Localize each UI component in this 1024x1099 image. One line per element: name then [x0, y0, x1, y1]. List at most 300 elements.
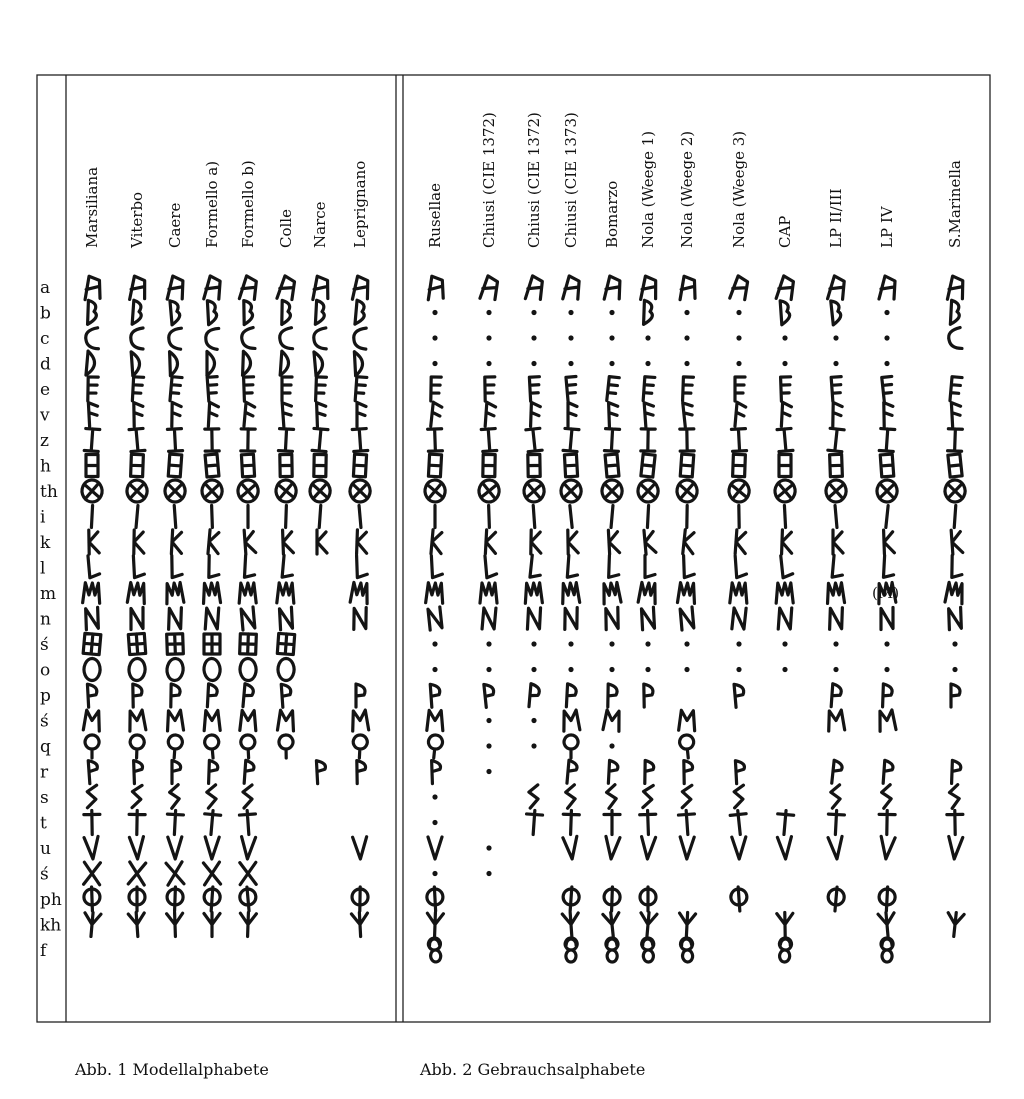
glyph-f1-r21-c4: [239, 810, 257, 835]
glyph-f1-r7-c3: [205, 454, 219, 477]
glyph-f2-r12-c7: [730, 583, 747, 603]
glyph-f1-r18-c2: [167, 735, 183, 759]
glyph-f1-r20-c4: [243, 785, 252, 808]
glyph-f2-r11-c10: [883, 555, 894, 577]
glyph-f1-r11-c0: [88, 555, 100, 578]
glyph-f1-r4-c3: [207, 377, 219, 402]
dot-f2-r2-c0: [432, 335, 437, 340]
glyph-f2-r17-c4: [603, 710, 621, 732]
glyph-f1-r25-c0: [83, 912, 101, 937]
glyph-f2-r8-c6: [676, 479, 697, 502]
glyph-f2-r10-c9: [833, 530, 843, 554]
glyph-f1-r1-c0: [88, 300, 97, 324]
glyph-f2-r4-c11: [950, 377, 962, 402]
dot-f2-r2-c10: [884, 335, 889, 340]
glyph-f1-r9-c1: [136, 506, 138, 528]
glyph-f1-r8-c1: [127, 480, 148, 503]
dot-f2-r1-c2: [531, 310, 536, 315]
glyph-f1-r7-c0: [86, 455, 98, 477]
dot-f2-r17-c1: [486, 718, 491, 723]
glyph-f2-r5-c5: [644, 402, 655, 427]
glyph-f2-r21-c2: [525, 810, 543, 835]
column-header-figure_1-2: Caere: [166, 202, 184, 248]
glyph-f2-r19-c6: [684, 760, 693, 783]
glyph-f2-r21-c6: [678, 810, 696, 835]
glyph-f1-r0-c6: [311, 275, 329, 299]
glyph-f1-r5-c2: [172, 402, 181, 426]
glyph-f2-r7-c5: [641, 454, 655, 477]
glyph-f2-r25-c3: [562, 912, 580, 937]
glyph-f2-r24-c10: [878, 887, 895, 912]
glyph-f1-r14-c2: [167, 634, 184, 655]
glyph-f2-r7-c4: [605, 454, 619, 477]
row-label-8: th: [40, 482, 58, 502]
glyph-f1-r2-c1: [131, 328, 143, 349]
glyph-f2-r10-c0: [431, 530, 443, 555]
glyph-f2-r13-c8: [778, 607, 792, 630]
glyph-f2-r20-c11: [949, 785, 960, 809]
glyph-f2-r7-c1: [483, 454, 495, 476]
glyph-f2-r7-c3: [564, 454, 577, 477]
glyph-f1-r6-c7: [352, 429, 368, 452]
glyph-f2-r19-c9: [832, 760, 843, 784]
dot-f2-r3-c7: [736, 361, 741, 366]
glyph-f2-r0-c1: [480, 275, 498, 299]
dot-f2-r2-c1: [486, 335, 491, 340]
glyph-f2-r5-c10: [884, 402, 893, 426]
figure-1-caption: Abb. 1 Modellalphabete: [75, 1060, 269, 1079]
glyph-f1-r12-c4: [239, 583, 256, 603]
glyph-f2-r16-c1: [484, 684, 495, 708]
glyph-f2-r19-c11: [952, 760, 961, 783]
glyph-f1-r23-c4: [240, 862, 256, 884]
glyph-f1-r5-c3: [208, 402, 218, 426]
dot-f2-r19-c1: [486, 769, 491, 774]
dot-f2-r15-c4: [609, 667, 614, 672]
glyph-f2-r4-c1: [485, 377, 495, 401]
glyph-f2-r22-c6: [680, 837, 694, 859]
dot-f2-r3-c2: [531, 361, 536, 366]
glyph-f1-r2-c5: [279, 328, 292, 350]
glyph-f1-r0-c0: [83, 275, 101, 299]
glyph-f1-r10-c6: [317, 530, 327, 554]
glyph-f2-r6-c11: [948, 429, 963, 451]
column-header-figure_2-6: Nola (Weege 2): [678, 130, 696, 248]
row-label-9: i: [40, 507, 46, 528]
row-label-19: r: [40, 762, 49, 783]
dot-f2-r3-c0: [432, 361, 437, 366]
glyph-f2-r18-c6: [679, 734, 695, 758]
dot-f2-r15-c5: [645, 667, 650, 672]
glyph-f2-r8-c8: [774, 479, 796, 503]
dot-f2-r2-c5: [645, 335, 650, 340]
dot-f2-r2-c3: [568, 335, 573, 340]
glyph-f1-r2-c6: [314, 328, 327, 349]
column-header-figure_2-3: Chiusi (CIE 1373): [562, 112, 580, 248]
glyph-f2-r26-c3: [565, 938, 577, 962]
glyph-f1-r4-c7: [355, 377, 367, 402]
dot-f2-r15-c10: [884, 667, 889, 672]
glyph-f2-r24-c4: [604, 887, 621, 912]
glyph-f1-r15-c4: [240, 658, 257, 681]
column-header-figure_2-7: Nola (Weege 3): [730, 130, 748, 248]
column-header-figure_2-2: Chiusi (CIE 1372): [525, 112, 543, 248]
glyph-f2-r16-c3: [566, 684, 576, 707]
glyph-f2-r25-c6: [678, 912, 695, 937]
glyph-f2-r0-c11: [947, 276, 964, 300]
glyph-f1-r12-c1: [127, 582, 145, 603]
glyph-f2-r6-c7: [731, 429, 746, 452]
glyph-f1-r14-c0: [83, 633, 101, 654]
glyph-f1-r3-c2: [170, 351, 178, 375]
glyph-f2-r4-c0: [431, 377, 441, 401]
glyph-f1-r25-c1: [128, 912, 146, 937]
glyph-f1-r18-c1: [130, 735, 145, 758]
glyph-f1-r21-c3: [203, 810, 221, 835]
row-label-26: f: [40, 941, 47, 961]
row-label-21: t: [40, 813, 47, 834]
glyph-f2-r11-c0: [431, 555, 442, 577]
dot-f2-r20-c0: [432, 794, 437, 799]
glyph-f2-r4-c10: [882, 376, 894, 401]
glyph-f1-r19-c7: [357, 760, 366, 783]
column-header-figure_1-5: Colle: [277, 209, 295, 248]
glyph-f2-r13-c9: [830, 607, 843, 629]
glyph-f1-r2-c7: [354, 328, 367, 349]
glyph-f2-r5-c0: [431, 402, 442, 427]
glyph-f2-r11-c5: [645, 556, 655, 578]
glyph-f1-r15-c2: [166, 658, 184, 681]
glyph-f1-r6-c3: [205, 429, 219, 451]
glyph-f2-r7-c10: [880, 454, 894, 477]
glyph-f2-r20-c7: [734, 785, 744, 808]
glyph-f1-r11-c2: [172, 555, 182, 577]
glyph-f2-r17-c0: [427, 710, 443, 730]
glyph-f1-r6-c5: [278, 429, 293, 452]
column-header-figure_2-8: CAP: [776, 215, 794, 248]
glyph-f1-r10-c1: [134, 530, 144, 554]
glyph-f2-r22-c10: [879, 836, 895, 859]
dot-f2-r23-c0: [432, 871, 437, 876]
dot-f2-r23-c1: [486, 871, 491, 876]
row-label-22: u: [40, 839, 51, 859]
glyph-f1-r3-c7: [354, 351, 363, 375]
glyph-f1-r0-c5: [277, 275, 295, 299]
glyph-f1-r0-c2: [167, 276, 183, 299]
glyph-f2-r6-c10: [879, 429, 895, 452]
glyph-f1-r12-c5: [277, 583, 294, 603]
glyph-f2-r21-c7: [730, 810, 748, 836]
glyph-f2-r4-c6: [683, 377, 694, 401]
glyph-f1-r5-c4: [244, 402, 255, 427]
glyph-f2-r8-c9: [825, 479, 846, 502]
glyph-f2-r8-c3: [561, 480, 582, 503]
glyph-f2-r20-c9: [831, 785, 841, 808]
glyph-f2-r19-c3: [567, 760, 578, 784]
dot-f2-r3-c4: [609, 361, 614, 366]
glyph-f2-r8-c7: [728, 479, 750, 503]
glyph-f1-r10-c2: [171, 530, 182, 554]
dot-f2-r14-c4: [609, 641, 614, 646]
glyph-f1-r13-c2: [169, 607, 182, 629]
glyph-f2-r10-c11: [951, 530, 963, 555]
glyph-f2-r8-c5: [638, 480, 659, 503]
glyph-f1-r19-c2: [172, 761, 181, 784]
dot-f2-r1-c4: [609, 310, 614, 315]
glyph-f2-r26-c0: [428, 937, 442, 962]
glyph-f1-r1-c4: [244, 300, 253, 324]
glyph-f1-r10-c4: [244, 530, 256, 555]
glyph-f1-r8-c7: [350, 480, 370, 502]
glyph-f1-r19-c0: [88, 760, 98, 784]
dot-f2-r3-c9: [833, 361, 838, 366]
dot-f2-r15-c11: [952, 667, 957, 672]
glyph-f2-r7-c7: [733, 454, 746, 476]
glyph-f1-r23-c2: [166, 862, 184, 885]
dot-f2-r2-c8: [782, 335, 787, 340]
glyph-f2-r7-c2: [528, 454, 540, 476]
glyph-f2-r22-c0: [428, 837, 442, 859]
row-label-18: q: [40, 737, 51, 757]
row-label-15: o: [40, 660, 51, 681]
glyph-f2-r17-c10: [878, 710, 896, 732]
dot-f2-r14-c6: [684, 641, 689, 646]
glyph-f1-r25-c2: [167, 912, 184, 937]
glyph-f1-r3-c5: [280, 351, 289, 375]
glyph-f1-r5-c1: [134, 402, 143, 426]
dot-f2-r1-c7: [736, 310, 741, 315]
column-header-figure_1-4: Formello b): [239, 160, 257, 248]
glyph-f2-r10-c6: [683, 530, 695, 555]
glyph-f1-r6-c1: [129, 428, 145, 451]
glyph-f1-r4-c5: [282, 377, 292, 401]
glyph-f1-r10-c0: [89, 530, 99, 554]
glyph-f2-r13-c3: [565, 607, 577, 629]
dot-f2-r22-c1: [486, 845, 491, 850]
glyph-f1-r17-c5: [277, 710, 294, 731]
row-label-24: ph: [40, 890, 62, 910]
glyph-f2-r0-c9: [828, 276, 845, 300]
column-header-figure_2-11: S.Marinella: [946, 160, 964, 248]
glyph-f2-r18-c0: [427, 734, 443, 758]
glyph-f2-r19-c0: [432, 760, 441, 783]
glyph-f2-r0-c8: [776, 275, 794, 299]
dot-f2-r14-c7: [736, 641, 741, 646]
glyph-f1-r14-c5: [277, 633, 294, 654]
glyph-f1-r6-c2: [167, 429, 182, 452]
glyph-f2-r5-c9: [833, 402, 842, 426]
glyph-f1-r2-c2: [168, 328, 181, 349]
glyph-f2-r4-c5: [643, 377, 655, 402]
glyph-f2-r21-c11: [947, 810, 963, 834]
row-label-2: c: [40, 329, 50, 349]
glyph-f2-r13-c4: [606, 607, 618, 629]
glyph-f2-r0-c0: [426, 275, 444, 300]
glyph-f2-r11-c6: [684, 555, 695, 577]
glyph-f1-r14-c3: [204, 634, 220, 654]
row-label-11: l: [40, 558, 46, 579]
glyph-f1-r12-c3: [202, 583, 220, 604]
row-label-0: a: [40, 278, 51, 298]
glyph-f2-r16-c9: [831, 684, 842, 708]
glyph-f1-r6-c0: [84, 429, 100, 452]
glyph-f1-r11-c7: [357, 555, 368, 577]
glyph-f2-r12-c1: [480, 583, 497, 603]
glyph-f1-r3-c4: [243, 351, 251, 375]
glyph-f2-r1-c9: [831, 300, 842, 325]
glyph-f1-r9-c0: [91, 506, 92, 528]
glyph-f1-r24-c1: [129, 887, 145, 911]
glyph-f2-r12-c3: [561, 582, 579, 603]
row-labels: [39, 278, 62, 961]
glyph-f2-r8-c11: [945, 480, 965, 502]
glyph-f1-r17-c1: [128, 710, 146, 731]
dot-f2-r2-c4: [609, 335, 614, 340]
dot-f2-r14-c9: [833, 641, 838, 646]
glyph-f1-r8-c5: [275, 479, 297, 503]
dot-f2-r15-c7: [736, 667, 741, 672]
glyph-f1-r4-c2: [170, 377, 182, 402]
glyph-f2-r12-c8: [776, 583, 793, 603]
glyph-f1-r3-c0: [86, 351, 96, 376]
glyph-f2-r20-c6: [681, 785, 692, 809]
dot-f2-r14-c3: [568, 641, 573, 646]
glyph-f2-r25-c5: [639, 912, 657, 937]
dot-f2-r2-c6: [684, 335, 689, 340]
glyph-f2-r1-c11: [950, 300, 960, 324]
dot-f2-r17-c2: [531, 718, 536, 723]
glyph-f1-r24-c3: [203, 886, 221, 911]
glyph-f2-r0-c7: [730, 275, 748, 300]
row-label-13: n: [40, 609, 51, 630]
glyph-f2-r20-c3: [565, 785, 575, 808]
glyph-f2-r22-c4: [604, 836, 620, 859]
glyph-f2-r4-c7: [735, 377, 745, 401]
glyph-f2-r24-c0: [426, 887, 443, 912]
glyph-f2-r24-c9: [827, 886, 845, 911]
glyph-f1-r22-c7: [353, 837, 368, 859]
glyph-f1-r20-c0: [86, 785, 96, 808]
glyph-f1-r8-c3: [202, 480, 223, 503]
dot-f2-r1-c10: [884, 310, 889, 315]
glyph-f1-r17-c7: [351, 710, 368, 731]
glyph-f1-r5-c6: [317, 402, 327, 426]
glyph-f1-r1-c5: [282, 300, 291, 324]
row-label-3: d: [40, 354, 51, 375]
glyph-f2-r11-c3: [567, 555, 579, 578]
glyph-f1-r19-c6: [316, 760, 326, 783]
column-header-figure_1-0: Marsiliana: [83, 166, 101, 248]
glyph-f2-r16-c11: [951, 684, 960, 707]
glyph-f2-r1-c8: [780, 300, 790, 325]
glyph-f1-r12-c7: [350, 582, 369, 603]
glyph-f2-r10-c8: [782, 530, 793, 554]
row-label-6: z: [40, 431, 49, 451]
glyph-f2-r16-c0: [430, 684, 441, 708]
glyph-f1-r25-c7: [351, 912, 368, 937]
glyph-f2-r26-c6: [680, 938, 694, 963]
dot-f2-r3-c5: [645, 361, 650, 366]
glyph-f2-r6-c6: [680, 429, 694, 451]
dot-f2-r1-c3: [568, 310, 573, 315]
glyph-f1-r7-c7: [353, 454, 366, 477]
dot-f2-r18-c1: [486, 743, 491, 748]
glyph-f1-r17-c0: [83, 710, 100, 731]
glyph-f2-r9-c4: [611, 506, 613, 528]
dot-f2-r14-c11: [952, 641, 957, 646]
glyph-f1-r9-c2: [174, 506, 176, 528]
glyph-f2-r25-c8: [777, 912, 793, 936]
glyph-f2-r20-c4: [606, 785, 617, 809]
glyph-f2-r18-c3: [564, 735, 578, 758]
dot-f2-r15-c3: [568, 667, 573, 672]
dot-f2-r3-c10: [884, 361, 889, 366]
dot-f2-r14-c10: [884, 641, 889, 646]
glyph-f1-r14-c4: [240, 634, 257, 655]
column-header-figure_2-1: Chiusi (CIE 1372): [480, 112, 498, 248]
glyph-f1-r16-c2: [171, 684, 180, 707]
glyph-f1-r7-c2: [168, 454, 182, 477]
column-header-figure_2-9: LP II/III: [827, 188, 845, 248]
glyph-f1-r11-c4: [244, 555, 255, 577]
glyph-f2-r5-c2: [531, 402, 541, 426]
glyph-f2-r22-c7: [732, 837, 746, 859]
glyph-f2-r5-c1: [485, 402, 496, 427]
glyph-f2-r13-c6: [680, 607, 694, 630]
glyph-f2-r9-c11: [954, 506, 956, 528]
glyph-f2-r26-c5: [641, 938, 654, 963]
row-label-1: b: [40, 303, 51, 324]
glyph-f1-r1-c1: [132, 300, 142, 325]
glyph-f2-r22-c3: [563, 836, 579, 859]
glyph-cells: [81, 275, 965, 962]
glyph-f2-r6-c3: [563, 428, 579, 451]
glyph-f2-r0-c4: [604, 276, 620, 299]
column-header-figure_1-1: Viterbo: [128, 191, 146, 248]
glyph-f2-r10-c4: [608, 530, 619, 554]
glyph-f2-r6-c5: [641, 429, 655, 451]
glyph-f2-r7-c0: [428, 454, 441, 477]
glyph-f1-r20-c2: [169, 785, 180, 809]
glyph-f2-r4-c3: [566, 377, 578, 402]
glyph-f2-r17-c9: [827, 710, 844, 731]
glyph-f1-r15-c0: [84, 658, 100, 680]
glyph-f1-r25-c4: [240, 912, 257, 937]
glyph-f1-r19-c1: [134, 760, 143, 783]
glyph-f1-r21-c0: [84, 810, 100, 834]
dot-f2-r1-c0: [432, 310, 437, 315]
glyph-f1-r15-c5: [278, 659, 294, 681]
glyph-f2-r26-c4: [606, 938, 618, 962]
column-header-figure_2-0: Rusellae: [426, 183, 444, 248]
glyph-f1-r22-c2: [168, 837, 182, 859]
glyph-f1-r5-c0: [88, 402, 98, 426]
glyph-f2-r19-c10: [883, 760, 893, 784]
dot-f2-r3-c6: [684, 361, 689, 366]
glyph-f1-r18-c5: [279, 735, 293, 758]
glyph-f2-r6-c8: [777, 428, 793, 451]
glyph-f1-r0-c4: [239, 276, 256, 300]
glyph-f2-r4-c8: [781, 377, 792, 401]
glyph-f2-r9-c3: [570, 506, 572, 528]
glyph-f2-r11-c4: [609, 555, 620, 577]
glyph-f2-r19-c5: [645, 760, 654, 783]
dot-f2-r2-c2: [531, 335, 536, 340]
glyph-f2-r20-c2: [529, 785, 538, 808]
glyph-f2-r22-c9: [828, 836, 844, 859]
glyph-f1-r17-c3: [204, 710, 220, 730]
glyph-f2-r22-c11: [947, 837, 963, 860]
